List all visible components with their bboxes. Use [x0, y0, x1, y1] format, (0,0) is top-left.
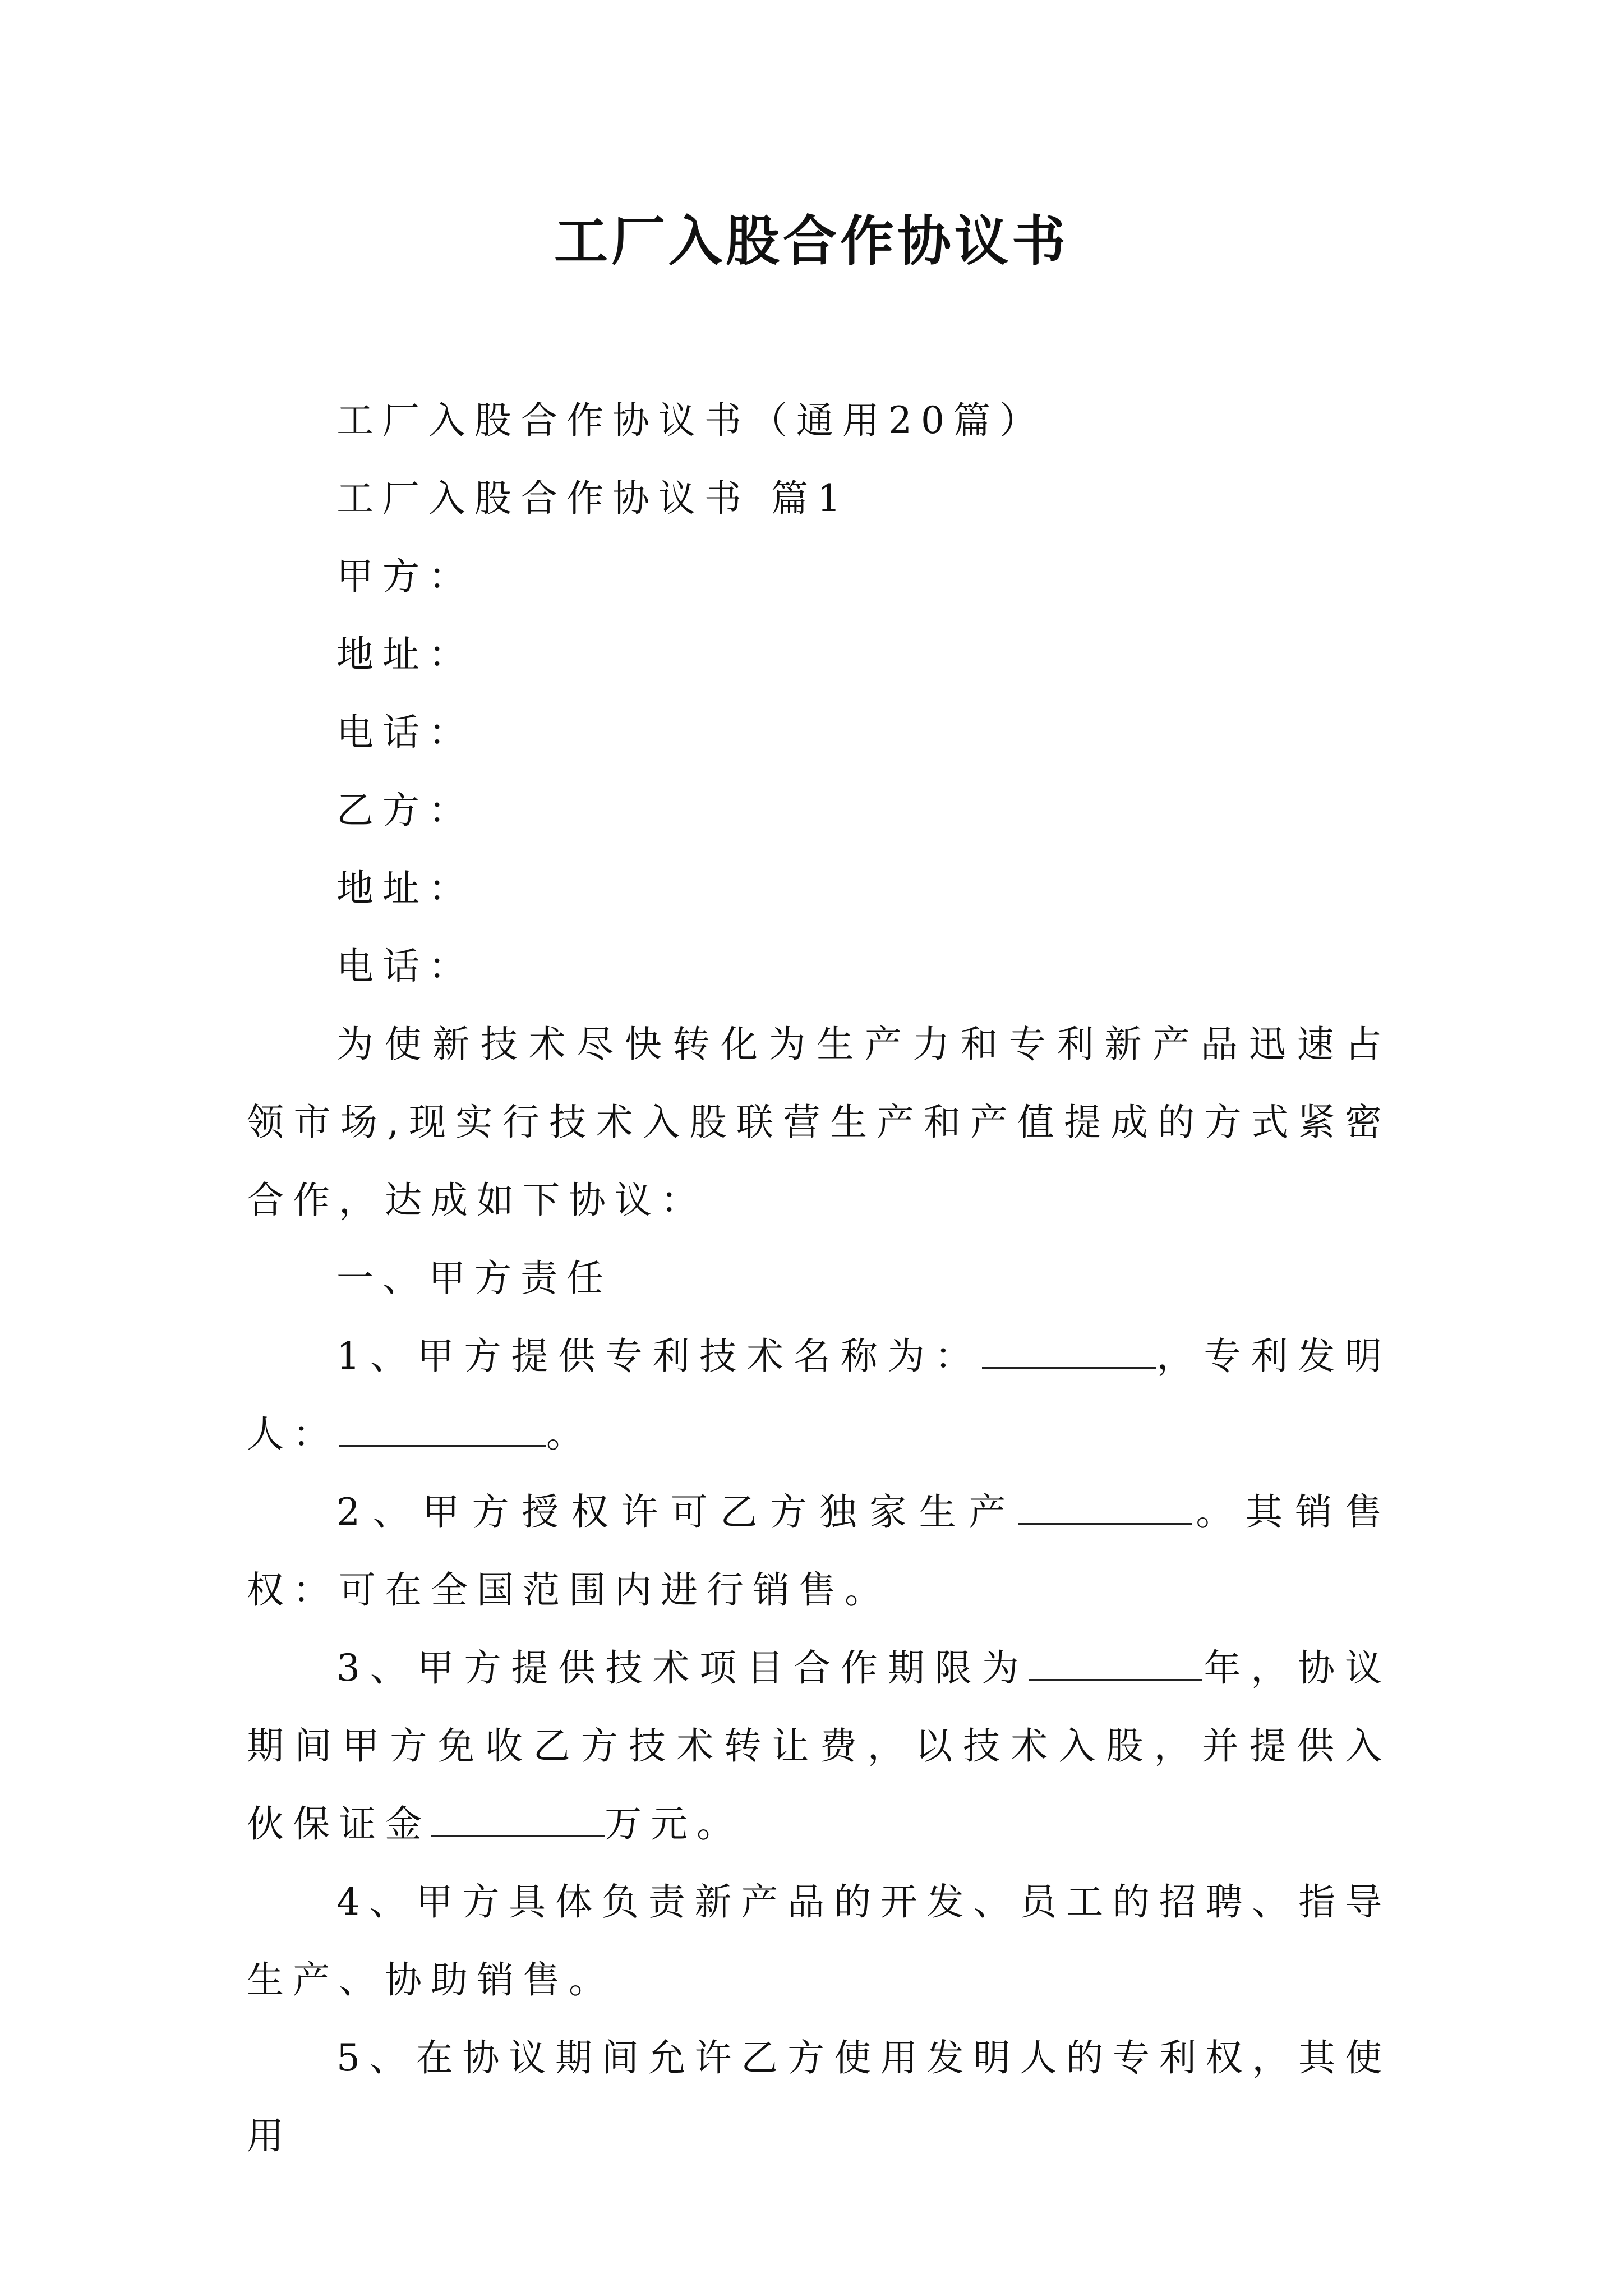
clause-1-text-a: 1、甲方提供专利技术名称为： [336, 1335, 982, 1378]
clause-3-text-c: 万元。 [605, 1802, 743, 1846]
party-b-address-label: 地址： [336, 867, 474, 910]
blank-product [1018, 1490, 1192, 1525]
clause-2-text-a: 2、甲方授权许可乙方独家生产 [336, 1490, 1018, 1534]
section-heading: 工厂入股合作协议书 篇1 [336, 477, 850, 520]
party-a-address-label: 地址： [336, 633, 474, 676]
document-title: 工厂入股合作协议书 [554, 209, 1069, 273]
document-subtitle: 工厂入股合作协议书（通用20篇） [336, 399, 1045, 442]
blank-inventor [339, 1412, 546, 1447]
clause-5: 5、在协议期间允许乙方使用发明人的专利权，其使用 [247, 2036, 1391, 2157]
intro-paragraph: 为使新技术尽快转化为生产力和专利新产品迅速占领市场,现实行技术入股联营生产和产值提成的方式紧密合作，达成如下协议： [247, 1023, 1391, 1222]
party-b-label: 乙方： [336, 789, 474, 832]
clause-3-text-b: 年，协议期间甲方免收乙方技术转让费，以技术入股，并提供入伙保证金 [247, 1646, 1391, 1846]
heading-party-a-duties: 一、甲方责任 [336, 1257, 612, 1300]
clause-2-text-b: 。其销售权：可在全国范围内进行销售。 [247, 1490, 1391, 1612]
blank-term-years [1029, 1646, 1202, 1681]
clause-2 [247, 1473, 1391, 1629]
blank-patent-name [982, 1335, 1156, 1369]
clause-3 [247, 1629, 1391, 1863]
clause-1 [247, 1317, 1391, 1473]
blank-deposit [431, 1802, 605, 1837]
document-body [247, 381, 1391, 2175]
party-a-phone-label: 电话： [336, 711, 474, 754]
clause-3-text-a: 3、甲方提供技术项目合作期限为 [336, 1646, 1029, 1690]
clause-1-text-c: 。 [546, 1412, 592, 1456]
party-b-phone-label: 电话： [336, 945, 474, 988]
party-a-label: 甲方： [336, 555, 474, 598]
clause-4: 4、甲方具体负责新产品的开发、员工的招聘、指导生产、协助销售。 [247, 1880, 1391, 2001]
clause-1-text-b: ，专利发明人： [247, 1335, 1391, 1456]
